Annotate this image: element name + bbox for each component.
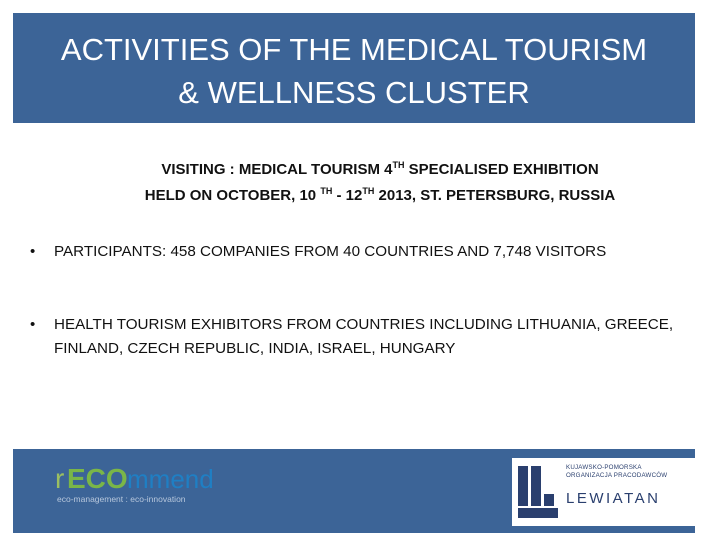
- recommend-logo: [55, 458, 225, 506]
- bullet-item: [30, 313, 700, 361]
- lewiatan-org: ORGANIZACJA PRACODAWCÓW: [566, 472, 668, 479]
- bullet-item: [30, 240, 700, 264]
- bullet-list: [30, 240, 700, 361]
- ordinal-superscript: TH: [320, 186, 333, 196]
- lewiatan-region: KUJAWSKO-POMORSKA: [566, 464, 642, 471]
- subtitle-line1-text: VISITING : MEDICAL TOURISM 4: [161, 161, 393, 178]
- bullet-text: HEALTH TOURISM EXHIBITORS FROM COUNTRIES INCLUDING LITHUANIA, GREECE, FINLAND, CZECH REPUBLIC, INDIA, ISRAEL, HUNGARY: [54, 316, 674, 357]
- subtitle-line1-text-end: SPECIALISED EXHIBITION: [404, 161, 599, 178]
- subtitle-line2-text-mid: - 12: [332, 187, 363, 204]
- lewiatan-mark-icon: [516, 464, 560, 522]
- recommend-eco: ECO: [67, 463, 128, 494]
- recommend-prefix: r: [55, 463, 65, 494]
- ordinal-superscript: TH: [362, 186, 375, 196]
- subtitle-line2-text-end: 2013, ST. PETERSBURG, RUSSIA: [374, 187, 616, 204]
- lewiatan-logo: [512, 458, 697, 526]
- recommend-suffix: mmend: [127, 464, 214, 494]
- lewiatan-subtitle: [566, 464, 694, 480]
- bullet-marker: •: [30, 243, 36, 260]
- subtitle: [90, 157, 670, 209]
- slide-title: [13, 28, 695, 114]
- lewiatan-name: LEWIATAN: [566, 490, 661, 507]
- slide-title-line1: ACTIVITIES OF THE MEDICAL TOURISM: [60, 32, 648, 67]
- ordinal-superscript: TH: [392, 160, 405, 170]
- bullet-text: PARTICIPANTS: 458 COMPANIES FROM 40 COUNTRIES AND 7,748 VISITORS: [54, 243, 607, 260]
- subtitle-line2-text: HELD ON OCTOBER, 10: [144, 187, 321, 204]
- bullet-marker: •: [30, 316, 36, 333]
- subtitle-line2: [90, 183, 670, 209]
- recommend-tagline: eco-management : eco-innovation: [57, 494, 186, 504]
- slide-title-line2: & WELLNESS CLUSTER: [178, 75, 530, 110]
- subtitle-line1: [90, 157, 670, 183]
